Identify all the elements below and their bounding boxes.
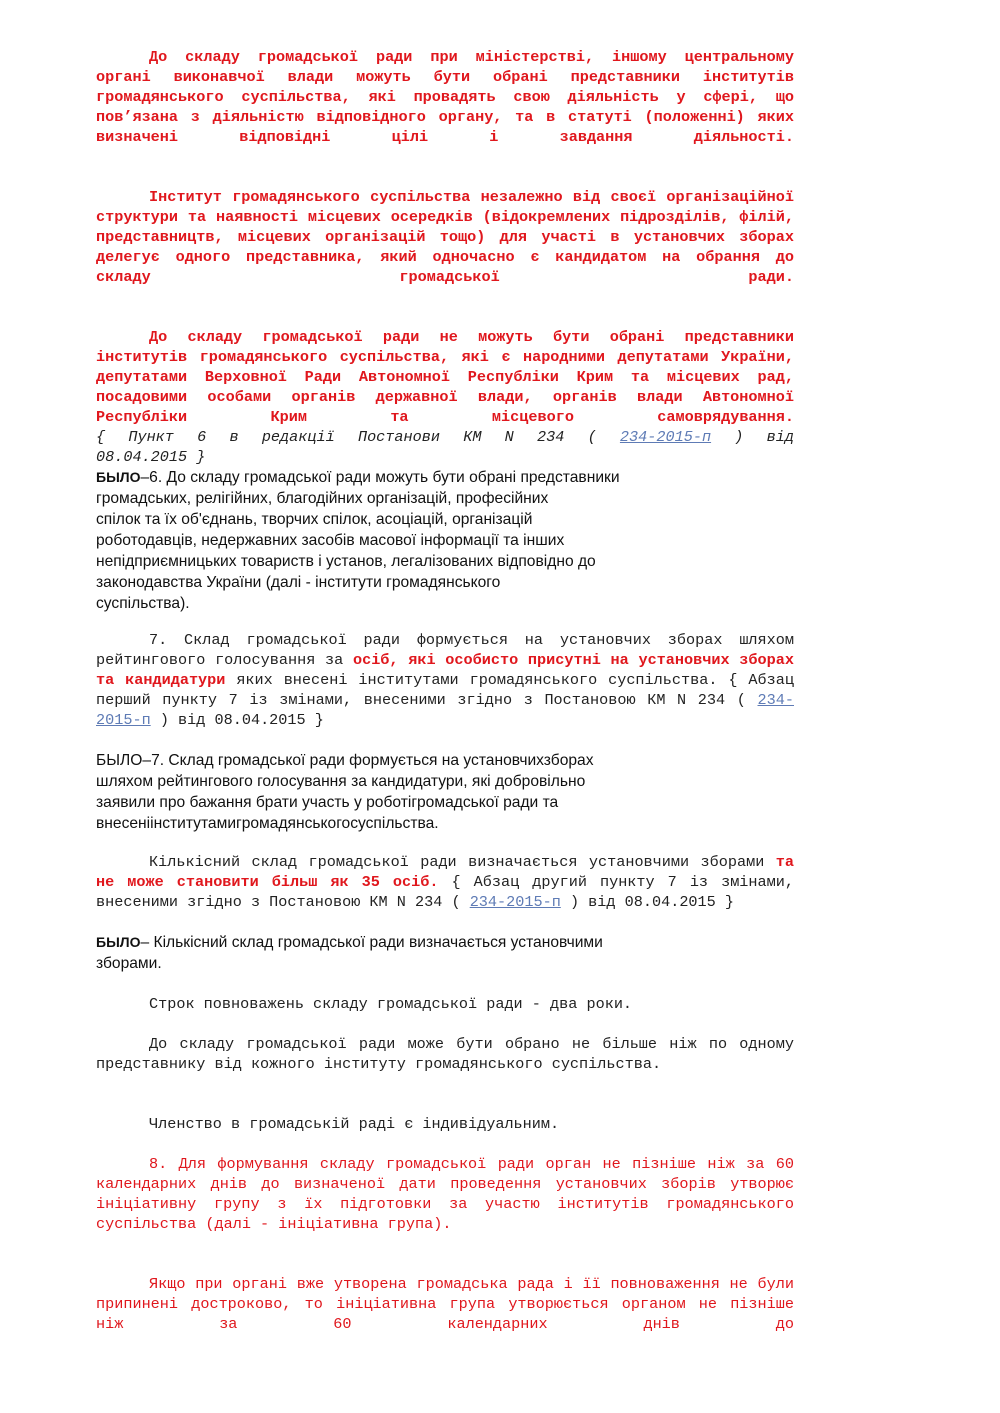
paragraph-6-part-2: Інститут громадянського суспільства незалежно від своєї організаційної структури та наявності місцевих осередків (відокремлених підрозділів, філій, представництв, місцевих організацій тощо) для участі в установчих зборах делегує одного представника, який одночасно є кандидатом на обрання до складу громадської ради. bbox=[96, 188, 794, 286]
note-6-prefix: { Пункт 6 в редакції Постанови КМ N 234 ( bbox=[96, 428, 597, 446]
was-label: БЫЛО bbox=[96, 934, 141, 950]
paragraph-7-part-2 bbox=[96, 852, 794, 912]
p7-changed-text: осіб, які особисто присутні на установчих зборах та кандидатури bbox=[96, 651, 794, 689]
p7-note-link[interactable]: 234-2015-п bbox=[96, 691, 794, 729]
old-7b-line: – Кількісний склад громадської ради визначається установчими bbox=[140, 934, 603, 951]
old-version-7 bbox=[96, 750, 716, 834]
old-6-line: законодавства України (далі - інститути громадянського bbox=[96, 574, 501, 591]
old-6-line: непідприємницьких товариств і установ, легалізованих відповідно до bbox=[96, 553, 596, 570]
old-6-line: громадських, релігійних, благодійних організацій, професійних bbox=[96, 490, 549, 507]
p7-note-suffix: ) від 08.04.2015 } bbox=[159, 711, 324, 729]
p7-end: яких внесені інститутами громадянського суспільства. bbox=[225, 671, 718, 689]
p7b-start: Кількісний склад громадської ради визначається установчими зборами bbox=[149, 853, 776, 871]
p7b-note-link[interactable]: 234-2015-п bbox=[469, 893, 561, 911]
old-version-6 bbox=[96, 467, 716, 614]
p7b-note-prefix: { Абзац другий пункту 7 із змінами, внесеними згідно з Постановою КМ N 234 ( bbox=[96, 873, 794, 911]
paragraph-8-part-1: 8. Для формування складу громадської ради орган не пізніше ніж за 60 календарних днів до визначеної дати проведення установчих зборів утворює ініціативну групу з їх підготовки за участю інститутів громадянського суспільства (далі - ініціативна група). bbox=[96, 1155, 794, 1233]
old-7-line: внесеніінститутамигромадянськогосуспільства. bbox=[96, 815, 439, 832]
paragraph-7-representation: До складу громадської ради може бути обрано не більше ніж по одному представнику від кожного інституту громадянського суспільства. bbox=[96, 1035, 794, 1073]
note-6-suffix: ) від bbox=[734, 428, 794, 446]
p7b-note-suffix: ) від 08.04.2015 } bbox=[569, 893, 735, 911]
old-6-line: спілок та їх об'єднань, творчих спілок, асоціацій, організацій bbox=[96, 511, 533, 528]
paragraph-7-membership: Членство в громадській раді є індивідуальним. bbox=[149, 1115, 560, 1133]
amendment-note-6 bbox=[96, 427, 794, 467]
old-version-7-part-2 bbox=[96, 932, 716, 974]
old-7-line: –7. Склад громадської ради формується на установчихзборах bbox=[142, 752, 594, 769]
was-label: БЫЛО bbox=[96, 752, 143, 769]
paragraph-6-part-3: До складу громадської ради не можуть бути обрані представники інститутів громадянського суспільства, які є народними депутатами України, депутатами Верховної Ради Автономної Республіки Крим та місцевих рад, посадовими особами органів державної влади, органів влади Автономної Республіки Крим та місцевого самоврядування. bbox=[96, 328, 794, 426]
paragraph-8-part-2: Якщо при органі вже утворена громадська рада і її повноваження не були припинені достроково, то ініціативна група утворюється органом не пізніше ніж за 60 календарних днів до bbox=[96, 1275, 794, 1333]
p7b-changed-text: та не може становити більш як 35 осіб. bbox=[96, 853, 794, 891]
p7-note-prefix: { Абзац перший пункту 7 із змінами, внесеними згідно з Постановою КМ N 234 ( bbox=[96, 671, 794, 709]
was-label: БЫЛО bbox=[96, 469, 141, 485]
old-7b-line: зборами. bbox=[96, 955, 162, 972]
paragraph-7 bbox=[96, 630, 794, 730]
p7-start: 7. Склад громадської ради формується на установчих зборах шляхом рейтингового голосування за bbox=[96, 631, 794, 669]
old-6-line: роботодавців, недержавних засобів масової інформації та інших bbox=[96, 532, 565, 549]
note-6-link[interactable]: 234-2015-п bbox=[619, 428, 712, 446]
old-6-line: –6. До складу громадської ради можуть бути обрані представники bbox=[140, 469, 620, 486]
old-7-line: заявили про бажання брати участь у роботігромадської ради та bbox=[96, 794, 559, 811]
paragraph-7-term: Строк повноважень складу громадської ради - два роки. bbox=[149, 995, 633, 1013]
paragraph-6-part-1: До складу громадської ради при міністерстві, іншому центральному органі виконавчої влади можуть бути обрані представники інститутів громадянського суспільства, які провадять свою діяльність у сфері, що пов’язана з діяльністю відповідного органу, та в статуті (положенні) яких визначені відповідні цілі і завдання діяльності. bbox=[96, 48, 794, 146]
old-7-line: шляхом рейтингового голосування за кандидатури, які добровільно bbox=[96, 773, 586, 790]
old-6-line: суспільства). bbox=[96, 595, 190, 612]
note-6-date: 08.04.2015 } bbox=[96, 448, 206, 466]
